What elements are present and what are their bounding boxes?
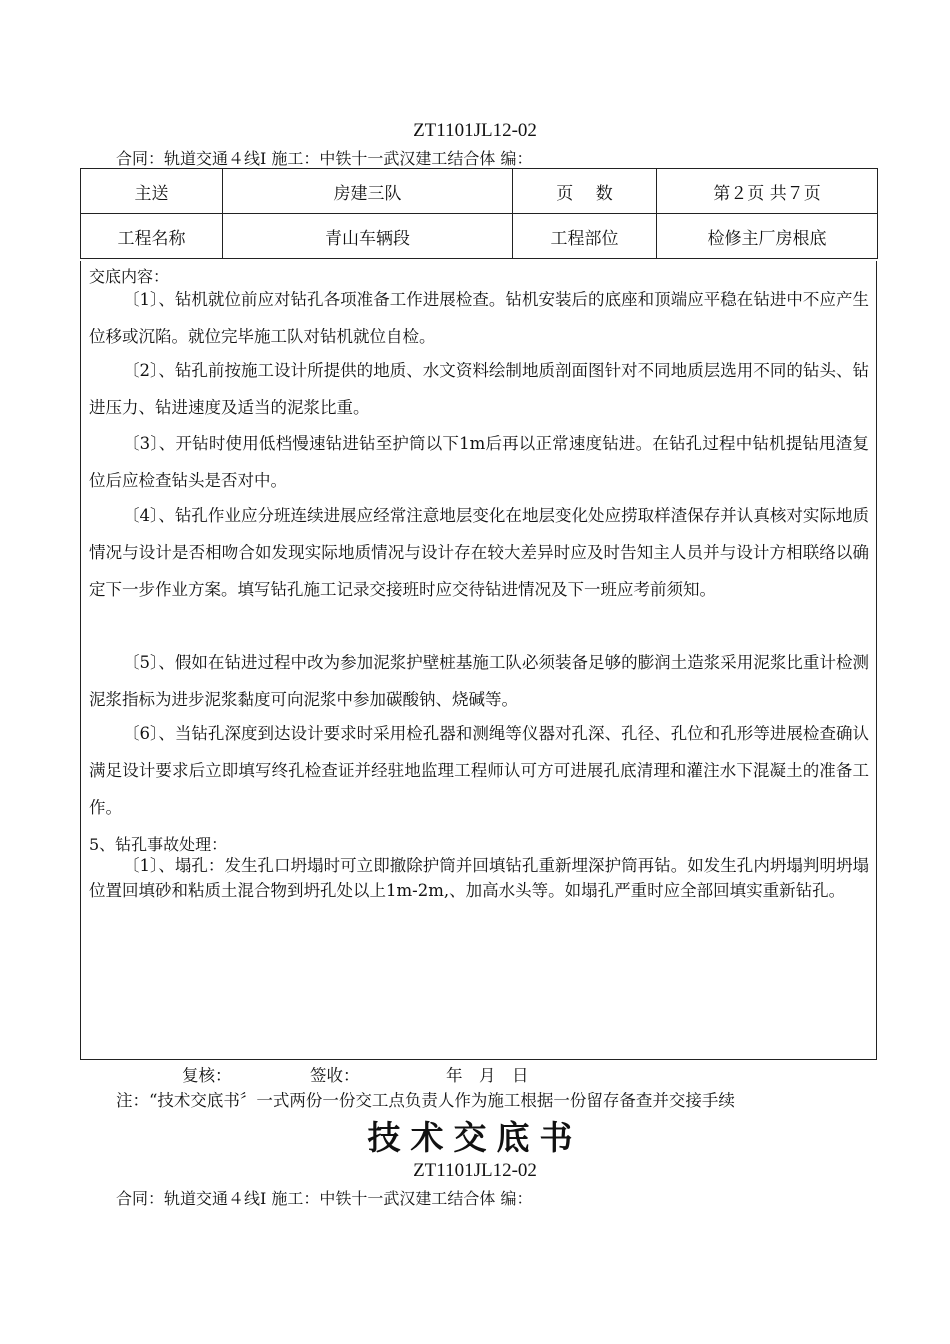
- pages-value: 第２页 共７页: [657, 169, 878, 214]
- section5-title: 5、钻孔事故处理：: [89, 835, 228, 854]
- project-name-value: 青山车辆段: [223, 214, 513, 259]
- date-label: 年 月 日: [446, 1066, 529, 1085]
- contract-line-2: 合同：轨道交通４线Ⅰ 施工：中铁十一武汉建工结合体 编：: [116, 1189, 533, 1208]
- page-title: 技术交底书: [367, 1118, 583, 1157]
- header-row-2: [81, 214, 878, 259]
- recipient-value: 房建三队: [223, 169, 513, 214]
- header-table: [80, 168, 878, 259]
- paragraph-5: 〔5〕、假如在钻进过程中改为参加泥浆护壁桩基施工队必须装备足够的膨润土造浆采用泥浆比重计检测泥浆指标为进步泥浆黏度可向泥浆中参加碳酸钠、烧碱等。: [89, 653, 869, 709]
- review-label: 复核：: [182, 1066, 232, 1085]
- paragraph-2: 〔2〕、钻孔前按施工设计所提供的地质、水文资料绘制地质剖面图针对不同地质层选用不同的钻头、钻进压力、钻进速度及适当的泥浆比重。: [89, 361, 869, 417]
- paragraph-3: 〔3〕、开钻时使用低档慢速钻进钻至护筒以下1m后再以正常速度钻进。在钻孔过程中钻机提钻甩渣复位后应检查钻头是否对中。: [89, 434, 869, 490]
- project-name-label: 工程名称: [81, 214, 223, 259]
- paragraph-1: 〔1〕、钻机就位前应对钻孔各项准备工作进展检查。钻机安装后的底座和顶端应平稳在钻进中不应产生位移或沉陷。就位完毕施工队对钻机就位自检。: [89, 290, 869, 346]
- paragraph-4: 〔4〕、钻孔作业应分班连续进展应经常注意地层变化在地层变化处应捞取样渣保存并认真核对实际地质情况与设计是否相吻合如发现实际地质情况与设计存在较大差异时应及时告知主人员并与设计方相联络以确定下一步作业方案。填写钻孔施工记录交接班时应交待钻进情况及下一班应考前须知。: [89, 506, 869, 599]
- contract-line: 合同：轨道交通４线Ⅰ 施工：中铁十一武汉建工结合体 编：: [116, 149, 533, 168]
- content-label: 交底内容：: [89, 267, 170, 286]
- sign-label: 签收：: [310, 1066, 360, 1085]
- document-code: ZT1101JL12-02: [413, 120, 537, 141]
- paragraph-6: 〔6〕、当钻孔深度到达设计要求时采用检孔器和测绳等仪器对孔深、孔径、孔位和孔形等进展检查确认满足设计要求后立即填写终孔检查证并经驻地监理工程师认可方可进展孔底清理和灌注水下混凝土的准备工作。: [89, 724, 869, 817]
- header-row-1: [81, 169, 878, 214]
- project-part-value: 检修主厂房根底: [657, 214, 878, 259]
- section5-paragraph: 〔1〕、塌孔：发生孔口坍塌时可立即撤除护筒并回填钻孔重新埋深护筒再钻。如发生孔内坍塌判明坍塌位置回填砂和粘质土混合物到坍孔处以上1m-2m,、加高水头等。如塌孔严重时应全部回填实重新钻孔。: [89, 856, 869, 900]
- document-code-2: ZT1101JL12-02: [413, 1160, 537, 1181]
- content-box: [80, 261, 877, 1060]
- pages-label: 页 数: [513, 169, 657, 214]
- note-text: 注：“技术交底书〞一式两份一份交工点负责人作为施工根据一份留存备查并交接手续: [116, 1091, 735, 1110]
- recipient-label: 主送: [81, 169, 223, 214]
- project-part-label: 工程部位: [513, 214, 657, 259]
